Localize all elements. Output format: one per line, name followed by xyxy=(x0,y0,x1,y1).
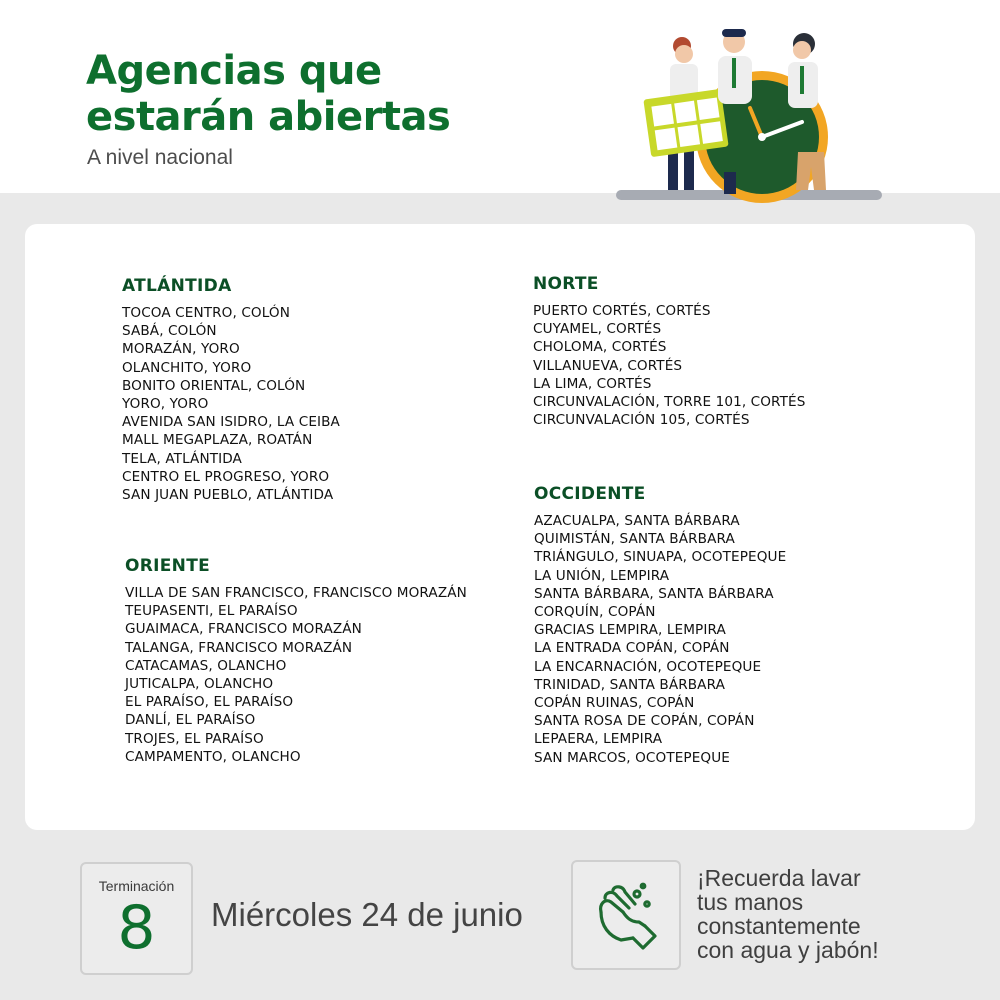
agency-item: TELA, ATLÁNTIDA xyxy=(122,450,242,467)
region-heading-oriente: ORIENTE xyxy=(125,556,211,576)
agency-item: SANTA BÁRBARA, SANTA BÁRBARA xyxy=(534,585,774,602)
agency-item: CAMPAMENTO, OLANCHO xyxy=(125,748,301,765)
agency-item: LA ENCARNACIÓN, OCOTEPEQUE xyxy=(534,658,762,675)
agency-list-occidente xyxy=(534,512,786,767)
page-title-line-2: estarán abiertas xyxy=(86,94,451,140)
agency-item: AZACUALPA, SANTA BÁRBARA xyxy=(534,513,740,529)
agency-item: LEPAERA, LEMPIRA xyxy=(534,731,663,748)
agency-item: SAN JUAN PUEBLO, ATLÁNTIDA xyxy=(122,487,334,504)
page-subtitle: A nivel nacional xyxy=(87,146,233,169)
reminder-line-1: ¡Recuerda lavar xyxy=(697,865,861,891)
agency-item: BONITO ORIENTAL, COLÓN xyxy=(122,377,306,394)
region-heading-occidente: OCCIDENTE xyxy=(534,484,646,504)
page-title xyxy=(86,48,450,140)
agency-item: CUYAMEL, CORTÉS xyxy=(533,321,662,338)
agency-item: TRIÁNGULO, SINUAPA, OCOTEPEQUE xyxy=(534,549,787,566)
agency-list-norte xyxy=(533,302,805,429)
agency-item: LA LIMA, CORTÉS xyxy=(533,375,652,392)
agency-item: MORAZÁN, YORO xyxy=(122,341,240,358)
termination-badge xyxy=(80,862,193,975)
region-atlantida xyxy=(122,276,340,504)
agency-item: DANLÍ, EL PARAÍSO xyxy=(125,712,256,729)
agency-item: GRACIAS LEMPIRA, LEMPIRA xyxy=(534,622,726,639)
agency-item: TRINIDAD, SANTA BÁRBARA xyxy=(534,676,725,693)
agency-item: TROJES, EL PARAÍSO xyxy=(125,730,264,747)
staff-with-clock-illustration xyxy=(612,22,887,207)
hand-washing-badge xyxy=(571,860,681,970)
agency-item: TEUPASENTI, EL PARAÍSO xyxy=(125,603,298,620)
agency-item: CORQUÍN, COPÁN xyxy=(534,604,656,621)
agency-list-atlantida xyxy=(122,304,340,504)
agency-item: SAN MARCOS, OCOTEPEQUE xyxy=(534,749,730,766)
region-heading-norte: NORTE xyxy=(533,274,599,294)
agency-item: CIRCUNVALACIÓN 105, CORTÉS xyxy=(533,412,750,429)
agency-item: LA ENTRADA COPÁN, COPÁN xyxy=(534,640,730,657)
agency-item: TOCOA CENTRO, COLÓN xyxy=(122,305,290,321)
agency-item: JUTICALPA, OLANCHO xyxy=(125,676,274,693)
agency-item: CIRCUNVALACIÓN, TORRE 101, CORTÉS xyxy=(533,394,806,411)
header xyxy=(0,0,1000,193)
agency-item: QUIMISTÁN, SANTA BÁRBARA xyxy=(534,531,735,548)
agency-item: LA UNIÓN, LEMPIRA xyxy=(534,567,670,584)
agency-item: AVENIDA SAN ISIDRO, LA CEIBA xyxy=(122,414,340,431)
schedule-date: Miércoles 24 de junio xyxy=(211,896,523,933)
agency-item: VILLA DE SAN FRANCISCO, FRANCISCO MORAZÁN xyxy=(125,585,467,601)
region-heading-atlantida: ATLÁNTIDA xyxy=(122,276,232,296)
agency-item: VILLANUEVA, CORTÉS xyxy=(533,357,683,374)
region-occidente xyxy=(534,484,786,767)
hand-washing-reminder xyxy=(697,866,879,962)
agency-item: OLANCHITO, YORO xyxy=(122,359,252,376)
agency-item: TALANGA, FRANCISCO MORAZÁN xyxy=(125,639,353,656)
agency-item: CHOLOMA, CORTÉS xyxy=(533,339,667,356)
reminder-line-2: tus manos xyxy=(697,889,804,915)
region-oriente xyxy=(125,556,467,766)
agency-item: PUERTO CORTÉS, CORTÉS xyxy=(533,303,711,319)
termination-label: Terminación xyxy=(98,878,175,894)
agency-item: YORO, YORO xyxy=(122,396,209,413)
page-title-line-1: Agencias que xyxy=(86,48,382,94)
agency-item: GUAIMACA, FRANCISCO MORAZÁN xyxy=(125,621,362,638)
agency-item: SABÁ, COLÓN xyxy=(122,323,217,340)
agency-list-oriente xyxy=(125,584,467,766)
reminder-line-3: constantemente xyxy=(697,913,861,939)
agency-item: CENTRO EL PROGRESO, YORO xyxy=(122,468,330,485)
reminder-line-4: con agua y jabón! xyxy=(697,937,879,963)
termination-number: 8 xyxy=(117,893,156,963)
region-norte xyxy=(533,274,805,429)
hand-washing-icon xyxy=(593,882,663,952)
agency-item: CATACAMAS, OLANCHO xyxy=(125,657,287,674)
agency-item: SANTA ROSA DE COPÁN, COPÁN xyxy=(534,713,755,730)
agency-item: MALL MEGAPLAZA, ROATÁN xyxy=(122,432,313,449)
agencies-card xyxy=(25,224,975,830)
agency-item: EL PARAÍSO, EL PARAÍSO xyxy=(125,694,294,711)
agency-item: COPÁN RUINAS, COPÁN xyxy=(534,695,695,712)
